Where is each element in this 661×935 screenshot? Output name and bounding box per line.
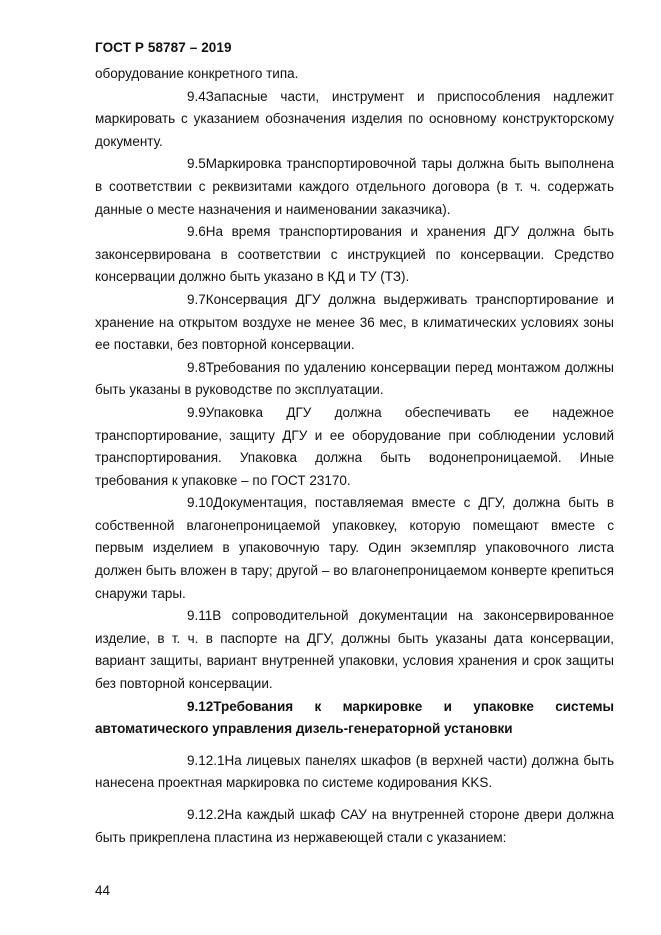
- page-number: 44: [95, 883, 111, 898]
- clause-9-4: [95, 86, 614, 154]
- clause-number: 9.9: [187, 404, 206, 420]
- clause-text: На время транспортирования и хранения ДГУ должна быть законсервирована в соответствии с инструкцией по консервации. Средство консервации должно быть указано в КД и ТУ (ТЗ).: [95, 224, 614, 285]
- clause-9-11: [95, 605, 614, 695]
- section-heading-9-12: [95, 696, 614, 741]
- clause-text: На лицевых панелях шкафов (в верхней части) должна быть нанесена проектная маркировка по системе кодирования KKS.: [95, 752, 614, 791]
- clause-text: Упаковка ДГУ должна обеспечивать ее надежное транспортирование, защиту ДГУ и ее оборудование при соблюдении условий транспортирования. Упаковка должна быть водонепроницаемой. Иные требования к упаковке – по ГОСТ 23170.: [95, 404, 614, 488]
- clause-9-12-2: [95, 804, 614, 849]
- clause-number: 9.8: [187, 359, 206, 375]
- section-heading-text: Требования к маркировке и упаковке системы автоматического управления дизель-генераторной установки: [95, 698, 614, 737]
- standard-designation: ГОСТ Р 58787 – 2019: [95, 40, 232, 55]
- clause-text: Требования по удалению консервации перед монтажом должны быть указаны в руководстве по эксплуатации.: [95, 359, 614, 398]
- clause-text: На каждый шкаф САУ на внутренней стороне двери должна быть прикреплена пластина из нержавеющей стали с указанием:: [95, 807, 614, 845]
- document-body: [95, 63, 614, 849]
- clause-9-7: [95, 289, 614, 357]
- clause-number: 9.5: [187, 156, 206, 172]
- clause-number: 9.11: [187, 608, 213, 624]
- clause-number: 9.12: [187, 698, 214, 714]
- clause-9-10: [95, 492, 614, 605]
- clause-text: Запасные части, инструмент и приспособления надлежит маркировать с указанием обозначения изделия по основному конструкторскому документу.: [95, 88, 614, 149]
- clause-9-9: [95, 402, 614, 492]
- clause-text: Документация, поставляемая вместе с ДГУ, должна быть в собственной влагонепроницаемой упаковкеу, которую помещают вместе с первым изделием в упаковочную тару. Один экземпляр упаковочного листа должен быть вложен в тару; другой – во влагонепроницаемом конверте крепиться снаружи тары.: [95, 495, 614, 601]
- clause-9-12-1: [95, 750, 614, 795]
- clause-text: Консервация ДГУ должна выдерживать транспортирование и хранение на открытом воздухе не менее 36 мес, в климатических условиях зоны ее поставки, без повторной консервации.: [95, 291, 614, 353]
- clause-number: 9.4: [187, 88, 206, 104]
- clause-9-5: [95, 153, 614, 221]
- clause-9-8: [95, 357, 614, 402]
- clause-number: 9.6: [187, 224, 206, 240]
- clause-number: 9.12.1: [187, 752, 225, 768]
- clause-number: 9.7: [187, 291, 206, 307]
- clause-text: Маркировка транспортировочной тары должна быть выполнена в соответствии с реквизитами каждого отдельного договора (в т. ч. содержать данные о месте назначения и наименовании заказчика).: [95, 156, 614, 217]
- clause-9-6: [95, 221, 614, 289]
- clause-text: В сопроводительной документации на законсервированное изделие, в т. ч. в паспорте на ДГУ, должны быть указаны дата консервации, вариант защиты, вариант внутренней упаковки, условия хранения и срок защиты без повторной консервации.: [95, 608, 614, 692]
- paragraph-continuation: оборудование конкретного типа.: [95, 66, 299, 81]
- clause-number: 9.12.2: [187, 807, 225, 822]
- clause-number: 9.10: [187, 495, 214, 511]
